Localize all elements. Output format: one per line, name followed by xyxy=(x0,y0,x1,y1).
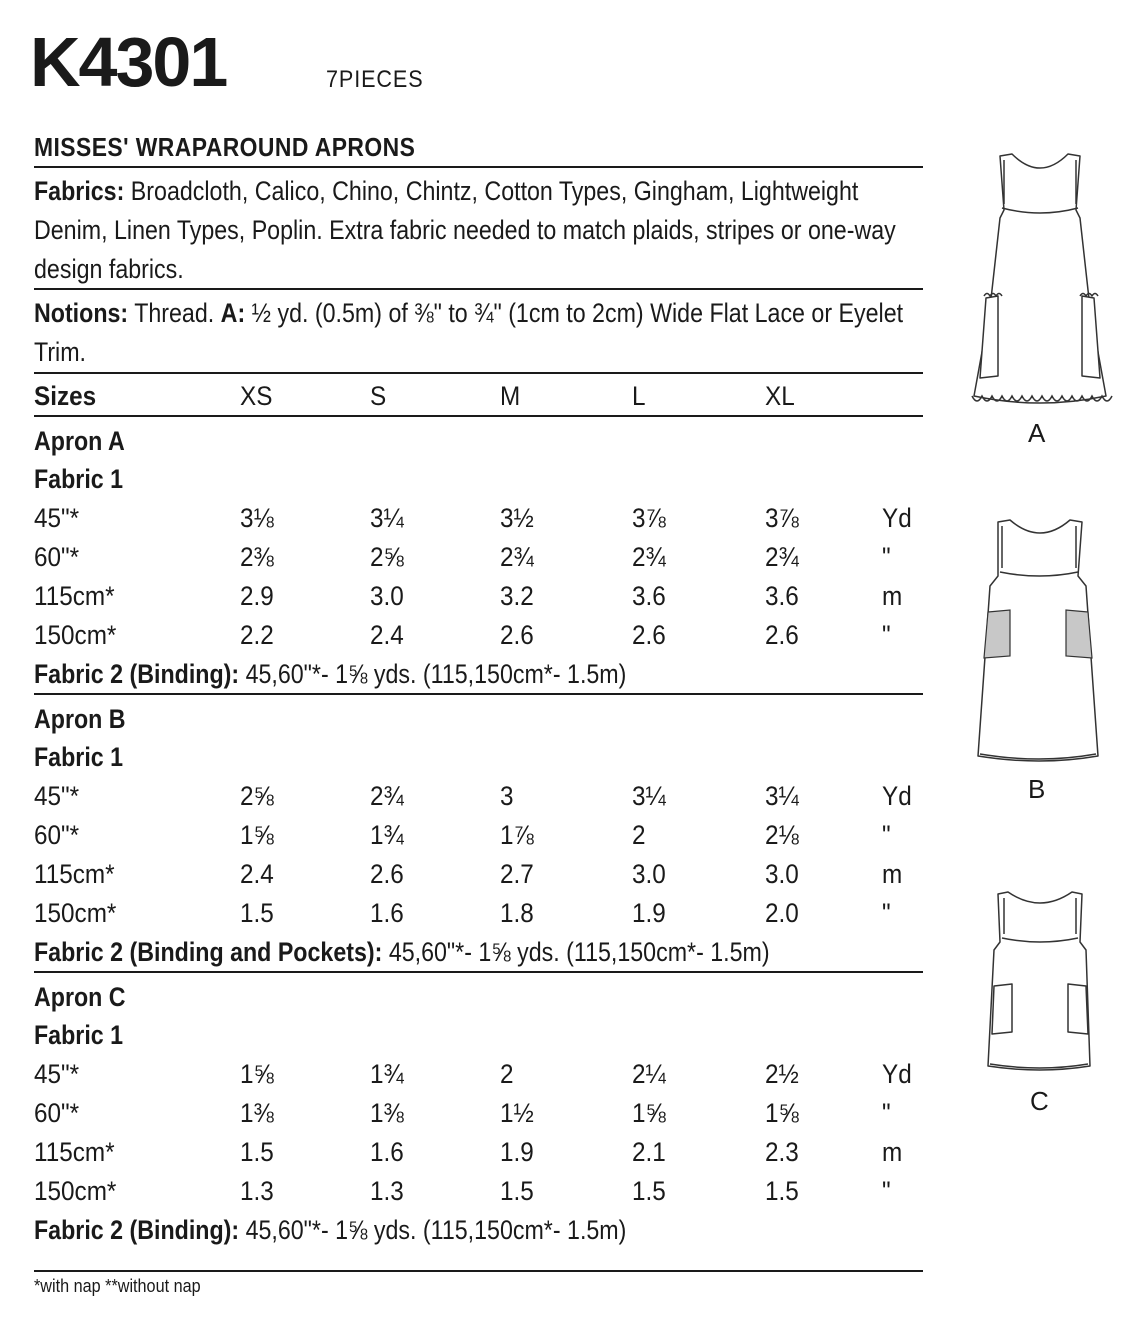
fabric-width: 115cm* xyxy=(34,1137,115,1167)
size-l: L xyxy=(632,381,646,411)
notions-paragraph xyxy=(34,294,933,372)
yardage-row xyxy=(0,499,930,538)
fabric-width: 115cm* xyxy=(34,859,115,889)
yardage-xl: 2⅛ xyxy=(765,820,799,850)
divider xyxy=(34,372,923,374)
fabric-width: 150cm* xyxy=(34,620,117,650)
yardage-xs: 3⅛ xyxy=(240,503,274,533)
size-s: S xyxy=(370,381,387,411)
size-m: M xyxy=(500,381,521,411)
view-c-label: C xyxy=(1030,1086,1049,1116)
divider xyxy=(34,288,923,290)
notions-label: Notions: xyxy=(34,298,129,328)
yardage-m: 3.2 xyxy=(500,581,534,611)
yardage-m: 3 xyxy=(500,781,514,811)
yardage-row xyxy=(0,1133,930,1172)
divider xyxy=(34,971,923,973)
yardage-xl: 3.0 xyxy=(765,859,799,889)
fabric2-label: Fabric 2 (Binding): xyxy=(34,1215,240,1245)
yardage-m: 2¾ xyxy=(500,542,534,572)
yardage-s: 1¾ xyxy=(370,820,404,850)
yardage-xs: 2.9 xyxy=(240,581,274,611)
yardage-m: 2.7 xyxy=(500,859,534,889)
sizes-header-row xyxy=(0,377,930,416)
yardage-l: 2¾ xyxy=(632,542,666,572)
fabric-width: 150cm* xyxy=(34,898,117,928)
yardage-unit: " xyxy=(882,1176,891,1206)
yardage-xl: 2¾ xyxy=(765,542,799,572)
yardage-unit: " xyxy=(882,542,891,572)
notions-text-before: Thread. xyxy=(134,298,215,328)
fabric-width: 45"* xyxy=(34,1059,80,1089)
yardage-xs: 1.5 xyxy=(240,1137,274,1167)
yardage-m: 3½ xyxy=(500,503,534,533)
yardage-s: 1.6 xyxy=(370,898,404,928)
yardage-row xyxy=(0,577,930,616)
yardage-unit: Yd xyxy=(882,1059,912,1089)
apron-b-fabric1-heading: Fabric 1 xyxy=(34,742,124,772)
divider xyxy=(34,693,923,695)
yardage-m: 1.9 xyxy=(500,1137,534,1167)
yardage-m: 1.5 xyxy=(500,1176,534,1206)
yardage-xl: 1.5 xyxy=(765,1176,799,1206)
yardage-s: 2¾ xyxy=(370,781,404,811)
yardage-s: 3.0 xyxy=(370,581,404,611)
yardage-row xyxy=(0,855,930,894)
size-xs: XS xyxy=(240,381,273,411)
yardage-unit: Yd xyxy=(882,503,912,533)
yardage-s: 1.6 xyxy=(370,1137,404,1167)
yardage-unit: " xyxy=(882,898,891,928)
view-a-label: A xyxy=(1028,418,1046,448)
yardage-xl: 2.6 xyxy=(765,620,799,650)
yardage-s: 2.6 xyxy=(370,859,404,889)
yardage-s: 2⅝ xyxy=(370,542,404,572)
yardage-l: 1⅝ xyxy=(632,1098,666,1128)
yardage-xs: 2⅝ xyxy=(240,781,274,811)
fabrics-label: Fabrics: xyxy=(34,176,125,206)
fabric-width: 45"* xyxy=(34,781,80,811)
fabric-width: 60"* xyxy=(34,542,80,572)
apron-a-fabric1-heading: Fabric 1 xyxy=(34,464,124,494)
fabric-width: 115cm* xyxy=(34,581,115,611)
notions-text-after: ½ yd. (0.5m) of ⅜" to ¾" (1cm to 2cm) Wide Flat Lace or Eyelet Trim. xyxy=(34,298,904,367)
fabrics-paragraph xyxy=(34,172,933,289)
fabric-width: 45"* xyxy=(34,503,80,533)
apron-b-heading: Apron B xyxy=(34,704,126,734)
yardage-row xyxy=(0,1094,930,1133)
fabric-width: 150cm* xyxy=(34,1176,117,1206)
divider xyxy=(34,415,923,417)
yardage-l: 1.5 xyxy=(632,1176,666,1206)
yardage-row xyxy=(0,816,930,855)
apron-a-heading: Apron A xyxy=(34,426,125,456)
apron-c-fabric2 xyxy=(34,1211,626,1250)
yardage-xl: 3⅞ xyxy=(765,503,799,533)
yardage-l: 2 xyxy=(632,820,646,850)
view-b-label: B xyxy=(1028,774,1046,804)
yardage-row xyxy=(0,1172,930,1211)
yardage-unit: m xyxy=(882,581,903,611)
yardage-row xyxy=(0,777,930,816)
yardage-l: 3.6 xyxy=(632,581,666,611)
yardage-unit: " xyxy=(882,1098,891,1128)
fabrics-text: Broadcloth, Calico, Chino, Chintz, Cotton Types, Gingham, Lightweight Denim, Linen Types, Poplin. Extra fabric needed to match plaids, stripes or one-way design fabrics. xyxy=(34,176,896,284)
apron-a-fabric2 xyxy=(34,655,626,694)
yardage-unit: m xyxy=(882,859,903,889)
yardage-xs: 1⅜ xyxy=(240,1098,274,1128)
yardage-xl: 3.6 xyxy=(765,581,799,611)
yardage-s: 1¾ xyxy=(370,1059,404,1089)
apron-c-heading: Apron C xyxy=(34,982,126,1012)
yardage-l: 2¼ xyxy=(632,1059,666,1089)
footnote: *with nap **without nap xyxy=(34,1276,201,1296)
yardage-l: 2.6 xyxy=(632,620,666,650)
yardage-row xyxy=(0,1055,930,1094)
yardage-xs: 2.2 xyxy=(240,620,274,650)
yardage-row xyxy=(0,538,930,577)
apron-a-illustration xyxy=(960,148,1120,418)
yardage-unit: " xyxy=(882,820,891,850)
yardage-xl: 1⅝ xyxy=(765,1098,799,1128)
yardage-xs: 2⅜ xyxy=(240,542,274,572)
yardage-xs: 1⅝ xyxy=(240,1059,274,1089)
yardage-l: 3⅞ xyxy=(632,503,666,533)
notions-view-label: A: xyxy=(220,298,246,328)
yardage-xs: 1.5 xyxy=(240,898,274,928)
fabric-width: 60"* xyxy=(34,1098,80,1128)
yardage-xl: 3¼ xyxy=(765,781,799,811)
size-xl: XL xyxy=(765,381,795,411)
fabric2-label: Fabric 2 (Binding): xyxy=(34,659,240,689)
yardage-xs: 1⅝ xyxy=(240,820,274,850)
yardage-unit: Yd xyxy=(882,781,912,811)
pieces-count: 7PIECES xyxy=(326,66,424,93)
yardage-m: 1⅞ xyxy=(500,820,534,850)
yardage-s: 3¼ xyxy=(370,503,404,533)
yardage-unit: " xyxy=(882,620,891,650)
apron-b-fabric2 xyxy=(34,933,770,972)
yardage-m: 1½ xyxy=(500,1098,534,1128)
yardage-m: 1.8 xyxy=(500,898,534,928)
yardage-s: 1⅜ xyxy=(370,1098,404,1128)
yardage-xl: 2.0 xyxy=(765,898,799,928)
yardage-l: 2.1 xyxy=(632,1137,666,1167)
yardage-row xyxy=(0,894,930,933)
yardage-s: 2.4 xyxy=(370,620,404,650)
sizes-label: Sizes xyxy=(34,381,97,411)
apron-b-illustration xyxy=(968,516,1113,771)
fabric2-text: 45,60"*- 1⅝ yds. (115,150cm*- 1.5m) xyxy=(245,1215,627,1245)
apron-c-fabric1-heading: Fabric 1 xyxy=(34,1020,124,1050)
divider xyxy=(34,1270,923,1272)
yardage-xl: 2.3 xyxy=(765,1137,799,1167)
divider xyxy=(34,166,923,168)
yardage-xl: 2½ xyxy=(765,1059,799,1089)
yardage-l: 3¼ xyxy=(632,781,666,811)
yardage-l: 1.9 xyxy=(632,898,666,928)
yardage-xs: 1.3 xyxy=(240,1176,274,1206)
yardage-unit: m xyxy=(882,1137,903,1167)
fabric-width: 60"* xyxy=(34,820,80,850)
yardage-m: 2 xyxy=(500,1059,514,1089)
yardage-s: 1.3 xyxy=(370,1176,404,1206)
fabric2-label: Fabric 2 (Binding and Pockets): xyxy=(34,937,383,967)
yardage-xs: 2.4 xyxy=(240,859,274,889)
fabric2-text: 45,60"*- 1⅝ yds. (115,150cm*- 1.5m) xyxy=(388,937,770,967)
pattern-title: MISSES' WRAPAROUND APRONS xyxy=(34,132,416,162)
yardage-l: 3.0 xyxy=(632,859,666,889)
fabric2-text: 45,60"*- 1⅝ yds. (115,150cm*- 1.5m) xyxy=(245,659,627,689)
pattern-number: K4301 xyxy=(30,23,227,101)
apron-c-illustration xyxy=(982,890,1097,1080)
yardage-row xyxy=(0,616,930,655)
yardage-m: 2.6 xyxy=(500,620,534,650)
